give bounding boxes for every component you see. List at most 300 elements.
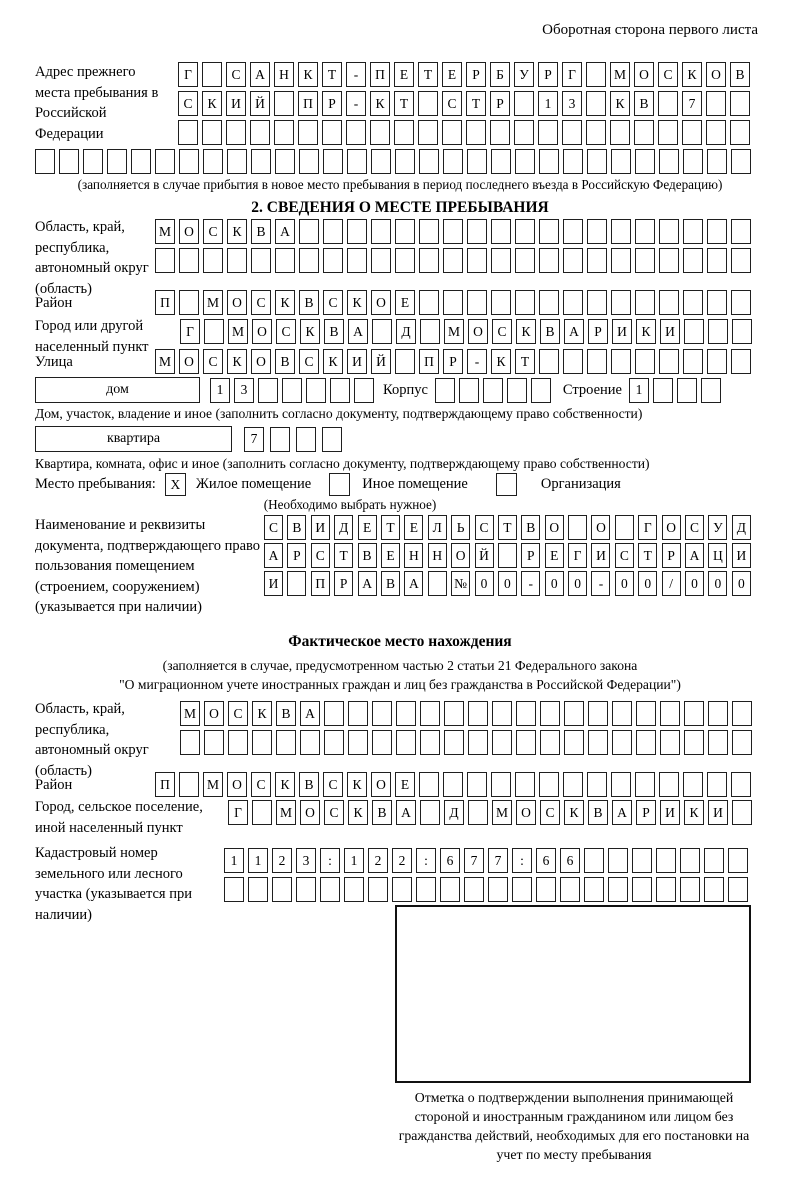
char-cell[interactable] xyxy=(347,248,367,273)
char-cell[interactable] xyxy=(322,427,342,452)
char-cell[interactable]: Г xyxy=(228,800,248,825)
char-cell[interactable]: 3 xyxy=(562,91,582,116)
char-cell[interactable] xyxy=(468,701,488,726)
char-cell[interactable]: О xyxy=(251,349,271,374)
char-cell[interactable] xyxy=(396,730,416,755)
char-cell[interactable] xyxy=(274,120,294,145)
char-cell[interactable]: И xyxy=(732,543,751,568)
char-cell[interactable]: К xyxy=(491,349,511,374)
char-cell[interactable]: О xyxy=(227,290,247,315)
char-cell[interactable] xyxy=(707,290,727,315)
char-cell[interactable] xyxy=(515,248,535,273)
char-cell[interactable] xyxy=(539,772,559,797)
char-cell[interactable] xyxy=(372,701,392,726)
char-cell[interactable] xyxy=(420,319,440,344)
char-cell[interactable]: П xyxy=(370,62,390,87)
char-cell[interactable]: К xyxy=(684,800,704,825)
char-cell[interactable]: О xyxy=(179,219,199,244)
char-cell[interactable]: К xyxy=(370,91,390,116)
char-cell[interactable]: - xyxy=(346,62,366,87)
char-cell[interactable]: А xyxy=(404,571,423,596)
char-cell[interactable] xyxy=(539,290,559,315)
char-cell[interactable]: О xyxy=(516,800,536,825)
char-cell[interactable]: В xyxy=(287,515,306,540)
char-cell[interactable]: 0 xyxy=(498,571,517,596)
char-cell[interactable] xyxy=(635,349,655,374)
char-cell[interactable]: В xyxy=(381,571,400,596)
char-cell[interactable] xyxy=(704,877,724,902)
char-cell[interactable]: А xyxy=(358,571,377,596)
char-cell[interactable] xyxy=(636,730,656,755)
char-cell[interactable] xyxy=(680,877,700,902)
char-cell[interactable]: С xyxy=(615,543,634,568)
char-cell[interactable] xyxy=(632,848,652,873)
char-cell[interactable] xyxy=(419,149,439,174)
char-cell[interactable] xyxy=(419,219,439,244)
char-cell[interactable] xyxy=(488,877,508,902)
char-cell[interactable]: С xyxy=(251,290,271,315)
char-cell[interactable] xyxy=(731,349,751,374)
char-cell[interactable]: 7 xyxy=(488,848,508,873)
char-cell[interactable] xyxy=(420,730,440,755)
char-cell[interactable]: С xyxy=(203,349,223,374)
char-cell[interactable] xyxy=(296,877,316,902)
char-cell[interactable]: К xyxy=(347,290,367,315)
char-cell[interactable] xyxy=(179,772,199,797)
char-cell[interactable] xyxy=(464,877,484,902)
char-cell[interactable]: В xyxy=(588,800,608,825)
char-cell[interactable] xyxy=(634,120,654,145)
char-cell[interactable] xyxy=(204,730,224,755)
char-cell[interactable] xyxy=(608,877,628,902)
char-cell[interactable] xyxy=(368,877,388,902)
char-cell[interactable] xyxy=(443,149,463,174)
char-cell[interactable] xyxy=(635,149,655,174)
char-cell[interactable]: К xyxy=(252,701,272,726)
char-cell[interactable] xyxy=(514,120,534,145)
char-cell[interactable] xyxy=(635,219,655,244)
char-cell[interactable] xyxy=(440,877,460,902)
char-cell[interactable]: М xyxy=(610,62,630,87)
char-cell[interactable] xyxy=(323,149,343,174)
char-cell[interactable] xyxy=(539,219,559,244)
char-cell[interactable]: 0 xyxy=(732,571,751,596)
char-cell[interactable]: Е xyxy=(404,515,423,540)
char-cell[interactable]: : xyxy=(320,848,340,873)
char-cell[interactable]: Г xyxy=(638,515,657,540)
char-cell[interactable] xyxy=(707,219,727,244)
char-cell[interactable] xyxy=(420,701,440,726)
char-cell[interactable] xyxy=(683,349,703,374)
char-cell[interactable] xyxy=(635,248,655,273)
char-cell[interactable]: Т xyxy=(638,543,657,568)
char-cell[interactable]: Е xyxy=(442,62,462,87)
char-cell[interactable] xyxy=(659,290,679,315)
char-cell[interactable]: А xyxy=(264,543,283,568)
char-cell[interactable] xyxy=(615,515,634,540)
char-cell[interactable] xyxy=(468,730,488,755)
char-cell[interactable] xyxy=(587,149,607,174)
char-cell[interactable]: 1 xyxy=(224,848,244,873)
char-cell[interactable]: Р xyxy=(662,543,681,568)
char-cell[interactable] xyxy=(180,730,200,755)
char-cell[interactable]: О xyxy=(451,543,470,568)
char-cell[interactable]: О xyxy=(204,701,224,726)
char-cell[interactable] xyxy=(707,149,727,174)
char-cell[interactable]: О xyxy=(591,515,610,540)
char-cell[interactable] xyxy=(684,701,704,726)
char-cell[interactable]: Д xyxy=(444,800,464,825)
char-cell[interactable] xyxy=(248,877,268,902)
char-cell[interactable]: У xyxy=(708,515,727,540)
char-cell[interactable] xyxy=(466,120,486,145)
house-box[interactable]: дом xyxy=(35,377,200,403)
char-cell[interactable]: С xyxy=(475,515,494,540)
char-cell[interactable] xyxy=(300,730,320,755)
char-cell[interactable] xyxy=(731,149,751,174)
char-cell[interactable]: И xyxy=(591,543,610,568)
char-cell[interactable] xyxy=(491,149,511,174)
char-cell[interactable]: С xyxy=(299,349,319,374)
char-cell[interactable] xyxy=(730,91,750,116)
char-cell[interactable]: О xyxy=(300,800,320,825)
char-cell[interactable] xyxy=(418,91,438,116)
char-cell[interactable] xyxy=(635,290,655,315)
char-cell[interactable]: Р xyxy=(588,319,608,344)
char-cell[interactable] xyxy=(35,149,55,174)
char-cell[interactable] xyxy=(428,571,447,596)
char-cell[interactable] xyxy=(179,290,199,315)
char-cell[interactable] xyxy=(632,877,652,902)
char-cell[interactable]: П xyxy=(311,571,330,596)
char-cell[interactable] xyxy=(274,91,294,116)
char-cell[interactable] xyxy=(83,149,103,174)
char-cell[interactable]: У xyxy=(514,62,534,87)
char-cell[interactable]: В xyxy=(521,515,540,540)
char-cell[interactable]: 1 xyxy=(629,378,649,403)
char-cell[interactable]: А xyxy=(275,219,295,244)
char-cell[interactable] xyxy=(684,730,704,755)
char-cell[interactable] xyxy=(611,219,631,244)
char-cell[interactable]: Р xyxy=(466,62,486,87)
char-cell[interactable] xyxy=(131,149,151,174)
char-cell[interactable]: С xyxy=(324,800,344,825)
char-cell[interactable]: В xyxy=(299,290,319,315)
char-cell[interactable]: В xyxy=(276,701,296,726)
apartment-box[interactable]: квартира xyxy=(35,426,232,452)
char-cell[interactable] xyxy=(299,248,319,273)
char-cell[interactable] xyxy=(275,149,295,174)
char-cell[interactable] xyxy=(658,91,678,116)
char-cell[interactable] xyxy=(635,772,655,797)
char-cell[interactable]: Ц xyxy=(708,543,727,568)
char-cell[interactable] xyxy=(348,730,368,755)
char-cell[interactable]: Т xyxy=(381,515,400,540)
char-cell[interactable]: О xyxy=(545,515,564,540)
char-cell[interactable]: Д xyxy=(732,515,751,540)
char-cell[interactable]: Т xyxy=(418,62,438,87)
char-cell[interactable] xyxy=(420,800,440,825)
char-cell[interactable] xyxy=(459,378,479,403)
char-cell[interactable] xyxy=(370,120,390,145)
char-cell[interactable]: Р xyxy=(334,571,353,596)
char-cell[interactable] xyxy=(444,701,464,726)
char-cell[interactable]: М xyxy=(155,349,175,374)
char-cell[interactable] xyxy=(586,91,606,116)
char-cell[interactable]: В xyxy=(358,543,377,568)
char-cell[interactable]: С xyxy=(276,319,296,344)
char-cell[interactable]: О xyxy=(706,62,726,87)
char-cell[interactable] xyxy=(372,319,392,344)
char-cell[interactable] xyxy=(704,848,724,873)
char-cell[interactable]: С xyxy=(442,91,462,116)
char-cell[interactable] xyxy=(514,91,534,116)
char-cell[interactable] xyxy=(660,701,680,726)
char-cell[interactable] xyxy=(512,877,532,902)
char-cell[interactable] xyxy=(588,701,608,726)
stay-type-checkbox-residential[interactable]: X xyxy=(165,473,186,496)
char-cell[interactable]: С xyxy=(492,319,512,344)
char-cell[interactable] xyxy=(282,378,302,403)
char-cell[interactable] xyxy=(419,290,439,315)
char-cell[interactable]: Й xyxy=(250,91,270,116)
char-cell[interactable] xyxy=(659,772,679,797)
char-cell[interactable] xyxy=(179,149,199,174)
char-cell[interactable]: В xyxy=(275,349,295,374)
char-cell[interactable] xyxy=(419,772,439,797)
char-cell[interactable]: Е xyxy=(358,515,377,540)
char-cell[interactable]: : xyxy=(416,848,436,873)
char-cell[interactable]: О xyxy=(662,515,681,540)
char-cell[interactable]: П xyxy=(419,349,439,374)
char-cell[interactable] xyxy=(683,290,703,315)
char-cell[interactable]: К xyxy=(323,349,343,374)
char-cell[interactable] xyxy=(443,219,463,244)
char-cell[interactable]: Д xyxy=(396,319,416,344)
char-cell[interactable]: 2 xyxy=(272,848,292,873)
char-cell[interactable]: 0 xyxy=(568,571,587,596)
char-cell[interactable] xyxy=(443,248,463,273)
char-cell[interactable] xyxy=(707,248,727,273)
char-cell[interactable]: И xyxy=(612,319,632,344)
char-cell[interactable]: М xyxy=(203,772,223,797)
char-cell[interactable]: Е xyxy=(395,772,415,797)
char-cell[interactable]: К xyxy=(564,800,584,825)
char-cell[interactable] xyxy=(560,877,580,902)
char-cell[interactable]: Н xyxy=(404,543,423,568)
char-cell[interactable]: Р xyxy=(443,349,463,374)
char-cell[interactable] xyxy=(731,219,751,244)
char-cell[interactable]: М xyxy=(228,319,248,344)
char-cell[interactable]: Е xyxy=(395,290,415,315)
char-cell[interactable] xyxy=(299,219,319,244)
char-cell[interactable]: И xyxy=(660,319,680,344)
char-cell[interactable]: В xyxy=(251,219,271,244)
char-cell[interactable] xyxy=(539,149,559,174)
char-cell[interactable]: 2 xyxy=(368,848,388,873)
char-cell[interactable] xyxy=(708,701,728,726)
char-cell[interactable] xyxy=(708,730,728,755)
char-cell[interactable]: Г xyxy=(568,543,587,568)
char-cell[interactable] xyxy=(296,427,316,452)
char-cell[interactable] xyxy=(684,319,704,344)
char-cell[interactable]: 6 xyxy=(440,848,460,873)
char-cell[interactable]: 0 xyxy=(685,571,704,596)
char-cell[interactable] xyxy=(347,219,367,244)
char-cell[interactable] xyxy=(467,772,487,797)
char-cell[interactable]: И xyxy=(347,349,367,374)
char-cell[interactable] xyxy=(728,877,748,902)
char-cell[interactable] xyxy=(540,730,560,755)
char-cell[interactable] xyxy=(490,120,510,145)
char-cell[interactable]: : xyxy=(512,848,532,873)
char-cell[interactable] xyxy=(730,120,750,145)
char-cell[interactable]: М xyxy=(180,701,200,726)
char-cell[interactable]: О xyxy=(634,62,654,87)
char-cell[interactable] xyxy=(587,349,607,374)
char-cell[interactable]: А xyxy=(685,543,704,568)
char-cell[interactable] xyxy=(538,120,558,145)
char-cell[interactable] xyxy=(275,248,295,273)
char-cell[interactable] xyxy=(202,120,222,145)
char-cell[interactable]: П xyxy=(155,290,175,315)
char-cell[interactable] xyxy=(324,730,344,755)
char-cell[interactable]: М xyxy=(444,319,464,344)
char-cell[interactable] xyxy=(354,378,374,403)
char-cell[interactable] xyxy=(611,290,631,315)
char-cell[interactable]: А xyxy=(250,62,270,87)
char-cell[interactable]: К xyxy=(298,62,318,87)
char-cell[interactable]: Р xyxy=(287,543,306,568)
char-cell[interactable] xyxy=(443,772,463,797)
char-cell[interactable]: С xyxy=(323,290,343,315)
char-cell[interactable]: 7 xyxy=(682,91,702,116)
char-cell[interactable] xyxy=(468,800,488,825)
char-cell[interactable] xyxy=(227,248,247,273)
char-cell[interactable] xyxy=(587,290,607,315)
char-cell[interactable]: М xyxy=(492,800,512,825)
char-cell[interactable] xyxy=(491,290,511,315)
char-cell[interactable] xyxy=(515,772,535,797)
char-cell[interactable]: М xyxy=(276,800,296,825)
char-cell[interactable]: Е xyxy=(381,543,400,568)
char-cell[interactable] xyxy=(731,248,751,273)
char-cell[interactable] xyxy=(562,120,582,145)
char-cell[interactable]: 1 xyxy=(344,848,364,873)
char-cell[interactable]: С xyxy=(226,62,246,87)
char-cell[interactable] xyxy=(564,701,584,726)
char-cell[interactable] xyxy=(611,248,631,273)
char-cell[interactable] xyxy=(516,701,536,726)
char-cell[interactable] xyxy=(656,877,676,902)
char-cell[interactable]: 3 xyxy=(234,378,254,403)
char-cell[interactable]: Т xyxy=(515,349,535,374)
char-cell[interactable]: Р xyxy=(636,800,656,825)
char-cell[interactable] xyxy=(272,877,292,902)
char-cell[interactable]: В xyxy=(299,772,319,797)
char-cell[interactable]: К xyxy=(202,91,222,116)
char-cell[interactable] xyxy=(344,877,364,902)
char-cell[interactable] xyxy=(251,248,271,273)
char-cell[interactable] xyxy=(584,848,604,873)
char-cell[interactable]: - xyxy=(346,91,366,116)
char-cell[interactable]: 0 xyxy=(708,571,727,596)
char-cell[interactable]: 0 xyxy=(615,571,634,596)
char-cell[interactable] xyxy=(659,349,679,374)
char-cell[interactable]: С xyxy=(540,800,560,825)
char-cell[interactable]: Л xyxy=(428,515,447,540)
char-cell[interactable] xyxy=(568,515,587,540)
char-cell[interactable]: В xyxy=(372,800,392,825)
char-cell[interactable]: - xyxy=(521,571,540,596)
char-cell[interactable]: С xyxy=(203,219,223,244)
char-cell[interactable] xyxy=(563,772,583,797)
char-cell[interactable] xyxy=(563,290,583,315)
char-cell[interactable] xyxy=(251,149,271,174)
char-cell[interactable]: И xyxy=(226,91,246,116)
char-cell[interactable] xyxy=(564,730,584,755)
char-cell[interactable] xyxy=(563,349,583,374)
char-cell[interactable] xyxy=(227,149,247,174)
char-cell[interactable]: К xyxy=(682,62,702,87)
char-cell[interactable]: С xyxy=(264,515,283,540)
char-cell[interactable] xyxy=(683,219,703,244)
char-cell[interactable]: С xyxy=(228,701,248,726)
char-cell[interactable] xyxy=(612,701,632,726)
char-cell[interactable] xyxy=(611,772,631,797)
char-cell[interactable]: 0 xyxy=(475,571,494,596)
char-cell[interactable] xyxy=(299,149,319,174)
char-cell[interactable] xyxy=(683,149,703,174)
char-cell[interactable] xyxy=(276,730,296,755)
char-cell[interactable]: 0 xyxy=(545,571,564,596)
char-cell[interactable] xyxy=(179,248,199,273)
char-cell[interactable] xyxy=(178,120,198,145)
char-cell[interactable] xyxy=(491,219,511,244)
char-cell[interactable] xyxy=(395,248,415,273)
char-cell[interactable] xyxy=(611,349,631,374)
char-cell[interactable]: 2 xyxy=(392,848,412,873)
char-cell[interactable]: Т xyxy=(334,543,353,568)
stay-type-checkbox-organization[interactable] xyxy=(496,473,517,496)
char-cell[interactable]: П xyxy=(155,772,175,797)
char-cell[interactable] xyxy=(536,877,556,902)
char-cell[interactable] xyxy=(392,877,412,902)
char-cell[interactable]: К xyxy=(227,219,247,244)
char-cell[interactable]: М xyxy=(155,219,175,244)
char-cell[interactable]: С xyxy=(658,62,678,87)
char-cell[interactable] xyxy=(587,219,607,244)
char-cell[interactable] xyxy=(395,349,415,374)
char-cell[interactable] xyxy=(732,730,752,755)
char-cell[interactable] xyxy=(348,701,368,726)
char-cell[interactable] xyxy=(419,248,439,273)
char-cell[interactable] xyxy=(491,248,511,273)
char-cell[interactable]: Р xyxy=(322,91,342,116)
char-cell[interactable] xyxy=(330,378,350,403)
char-cell[interactable] xyxy=(707,772,727,797)
char-cell[interactable] xyxy=(515,219,535,244)
char-cell[interactable]: Е xyxy=(545,543,564,568)
char-cell[interactable] xyxy=(540,701,560,726)
char-cell[interactable] xyxy=(515,290,535,315)
char-cell[interactable] xyxy=(258,378,278,403)
char-cell[interactable] xyxy=(443,290,463,315)
char-cell[interactable]: Т xyxy=(498,515,517,540)
char-cell[interactable]: И xyxy=(708,800,728,825)
char-cell[interactable]: 7 xyxy=(244,427,264,452)
char-cell[interactable]: К xyxy=(300,319,320,344)
